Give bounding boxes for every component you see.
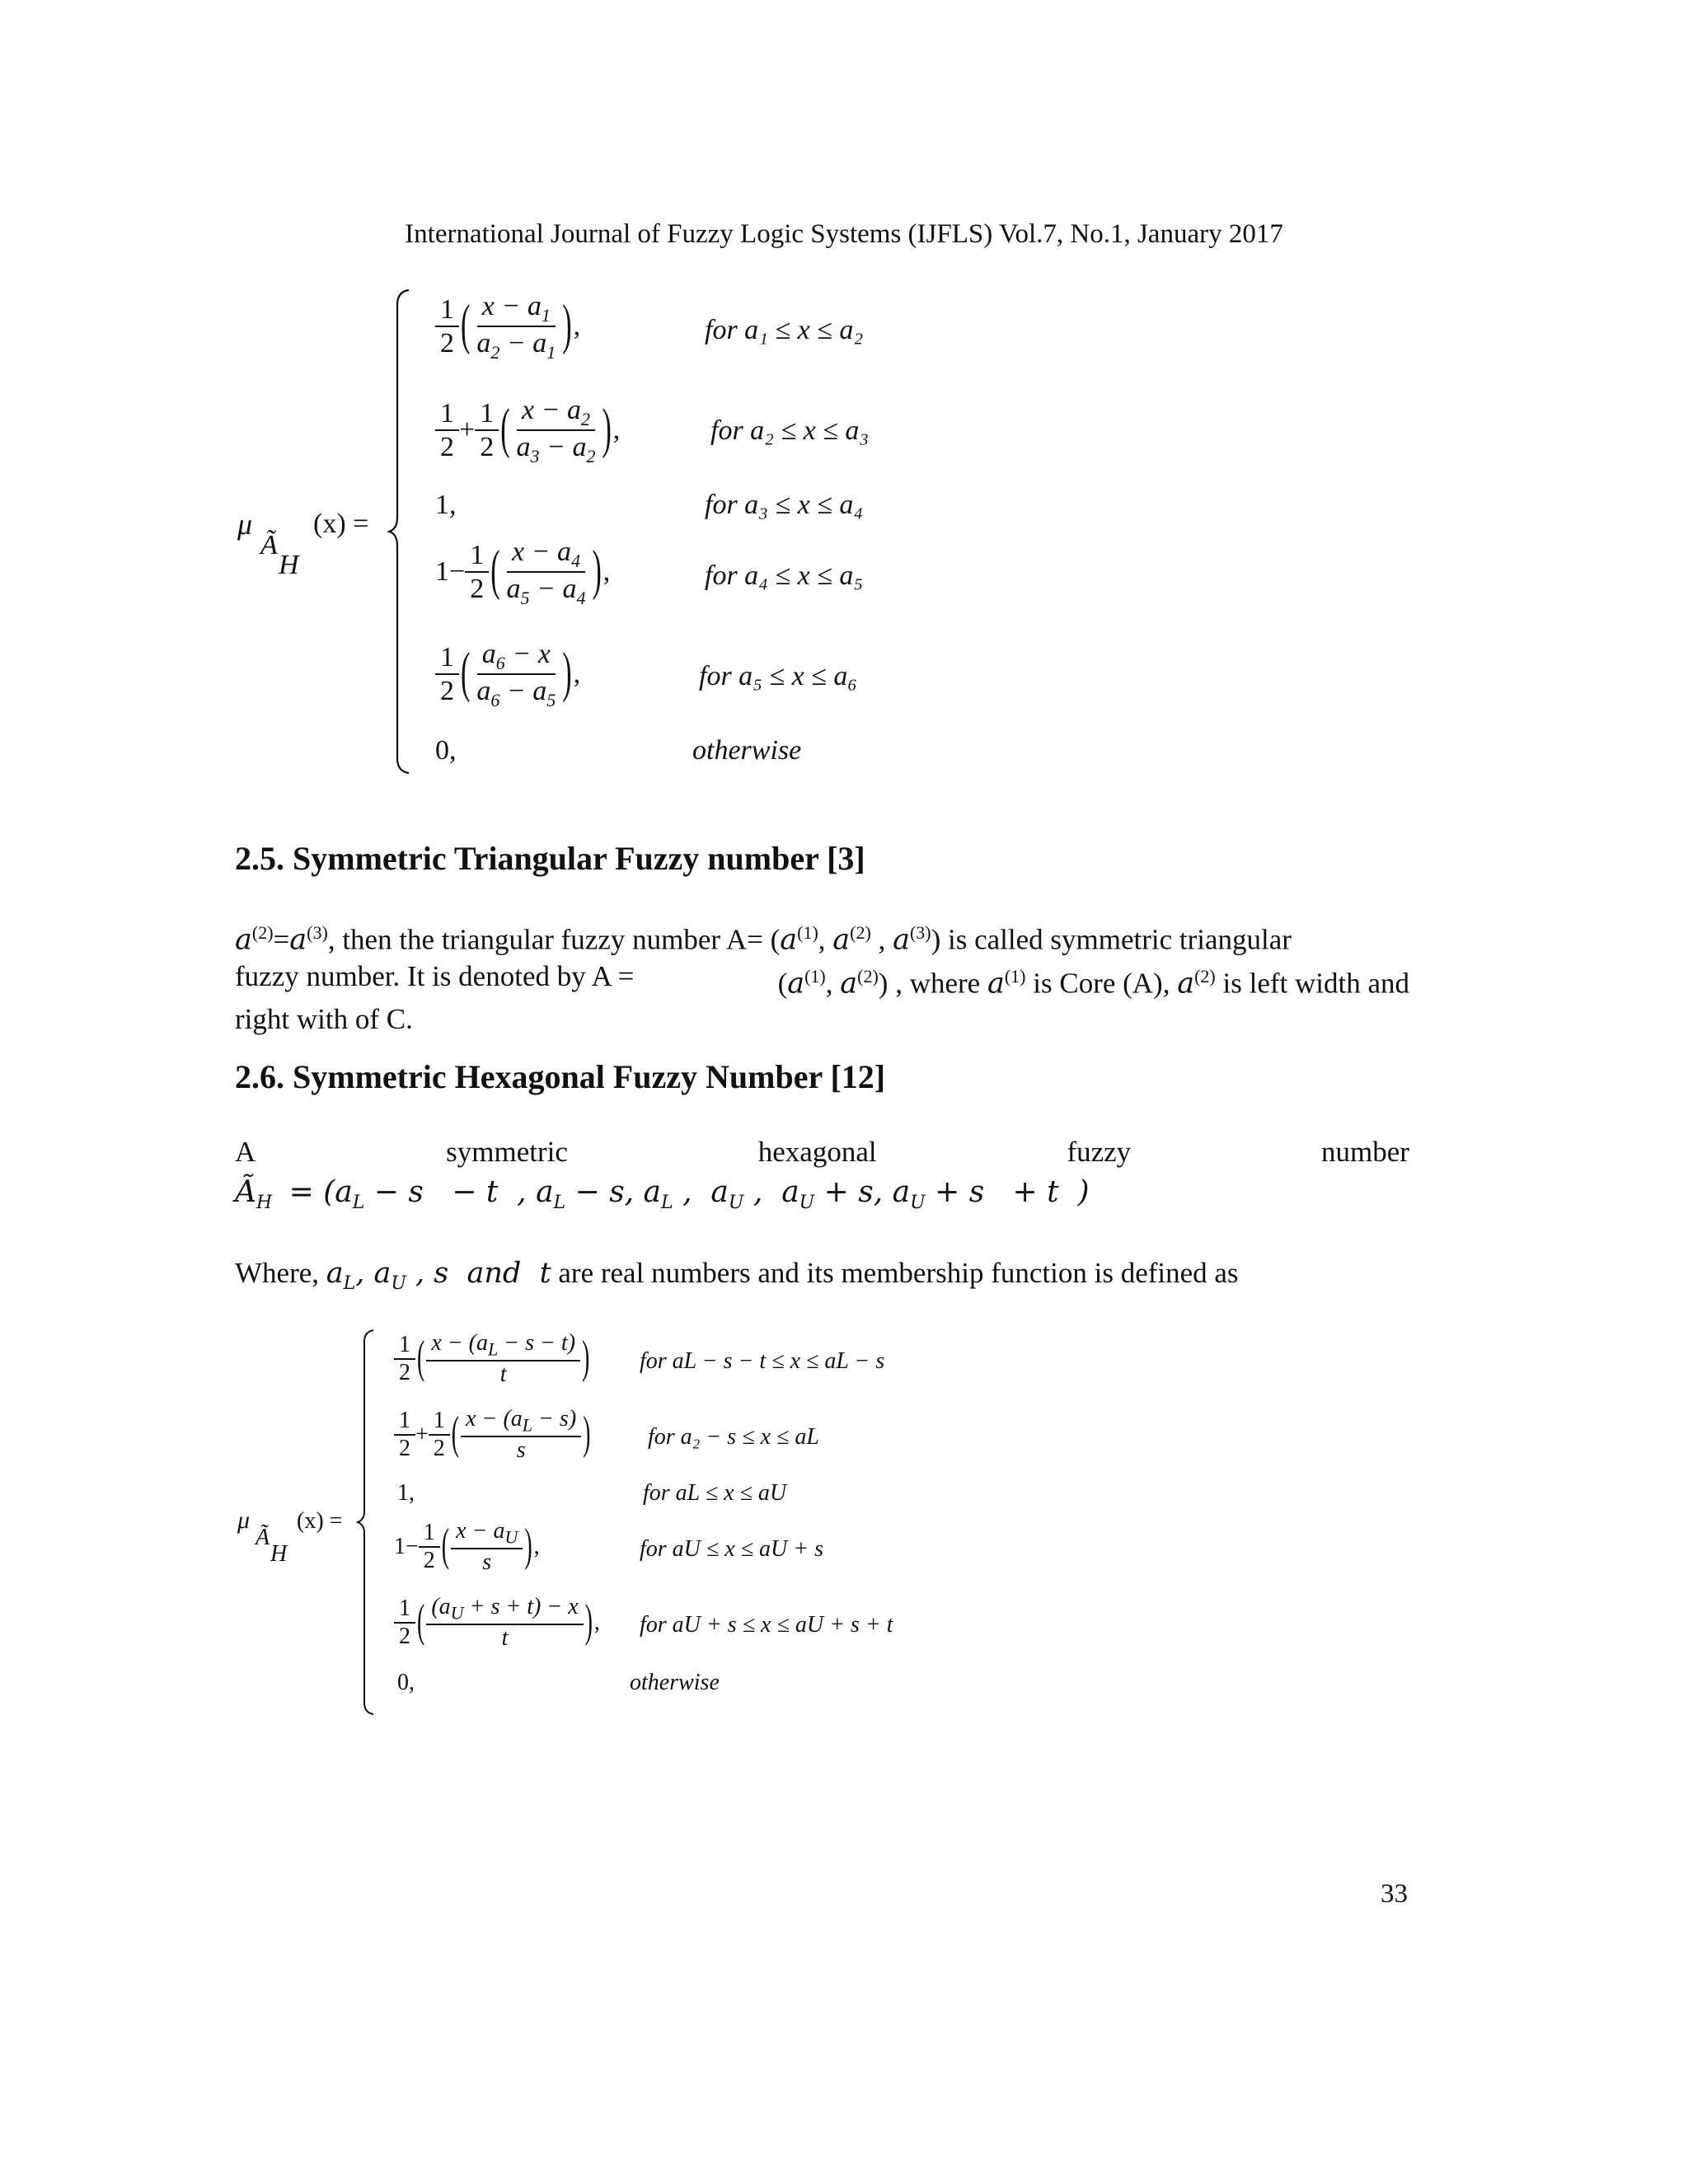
eq2-case-5-cond: for aU + s ≤ x ≤ aU + s + t xyxy=(640,1612,893,1638)
where-line: Where, $a_L$, $a_U$ , s and t are real numbers and its membership function is defined as xyxy=(235,1257,1239,1294)
eq2-case-2-cond: for a₂ − s ≤ x ≤ aL xyxy=(648,1424,819,1450)
hexagonal-definition: $Ã_H = (a_L - s - t$ , $a_L - s$, $a_L$ , $a_U$ , $a_U + s$, $a_U + s + t$ ) xyxy=(235,1175,1090,1214)
eq1-case-2-expr: $\frac{1}{2}$ + $\frac{1}{2}$ ( $\frac{x - a_2}{a_3 - a_2}$ ) , xyxy=(435,394,620,466)
eq1-case-6-expr: 0, xyxy=(435,735,457,766)
eq1-case-6-cond: otherwise xyxy=(692,735,802,766)
eq2-case-2-expr: $\frac{1}{2}$ + $\frac{1}{2}$ ( $\frac{x - (a_L - s)}{s}$ ) xyxy=(394,1406,592,1464)
eq1-case-1-cond: for a₁ ≤ x ≤ a₂ xyxy=(705,315,864,345)
eq2-brace xyxy=(356,1329,376,1716)
eq1-brace xyxy=(387,288,412,775)
eq2-case-5-expr: $\frac{1}{2}$ ( $\frac{(a_U + s + t) - x}{t}$ ) , xyxy=(394,1594,600,1652)
eq2-case-6-expr: 0, xyxy=(397,1670,415,1695)
equation-2 xyxy=(0,1319,1688,1731)
section-2-6-intro-line: A symmetric hexagonal fuzzy number xyxy=(235,1136,1409,1168)
equation-1 xyxy=(0,0,1688,808)
journal-header: International Journal of Fuzzy Logic Systems (IJFLS) Vol.7, No.1, January 2017 xyxy=(405,219,1283,249)
section-2-6-heading: 2.6. Symmetric Hexagonal Fuzzy Number [12] xyxy=(235,1058,886,1095)
eq2-case-4-expr: 1− $\frac{1}{2}$ ( $\frac{x - a_U}{s}$ ) , xyxy=(394,1518,540,1575)
eq1-case-4-cond: for a₄ ≤ x ≤ a₅ xyxy=(705,560,864,591)
eq1-case-2-cond: for a₂ ≤ x ≤ a₃ xyxy=(710,415,870,446)
eq2-case-4-cond: for aU ≤ x ≤ aU + s xyxy=(640,1536,824,1562)
eq2-case-1-expr: $\frac{1}{2}$ ( $\frac{x - (a_L - s - t)}{t}$ ) xyxy=(394,1330,591,1388)
eq1-case-5-expr: $\frac{1}{2}$ ( $\frac{a_6 - x}{a_6 - a_5}$ ) , xyxy=(435,638,580,710)
eq2-case-3-cond: for aL ≤ x ≤ aU xyxy=(643,1480,787,1506)
eq1-case-1-expr: $\frac{1}{2}$ ( $\frac{x - a_1}{a_2 - a_1}$ ) , xyxy=(435,290,580,363)
eq2-case-1-cond: for aL − s − t ≤ x ≤ aL − s xyxy=(640,1348,885,1374)
section-2-5-paragraph: $a^{(2)}=a^{(3)}$, then the triangular fuzzy number $A= (a^{(1)}$, $a^{(2)}$ , $a^{(3)}$) is called symmetric triangular fuzzy number. It is denoted by A = ($a^{(1)}$, $a^{(2)}$) , where $a^{(1)}$ is Core (A), $a^{(2)}$ is left width and right with of C. xyxy=(235,922,1409,1036)
eq1-case-3-expr: 1, xyxy=(435,490,457,520)
eq1-case-5-cond: for a₅ ≤ x ≤ a₆ xyxy=(699,661,858,691)
eq1-case-4-expr: 1− $\frac{1}{2}$ ( $\frac{x - a_4}{a_5 - a_4}$ ) , xyxy=(435,537,611,608)
eq1-lhs: μ Ã H (x) = xyxy=(237,508,369,580)
section-2-5-heading: 2.5. Symmetric Triangular Fuzzy number [3] xyxy=(235,840,865,877)
eq2-case-6-cond: otherwise xyxy=(630,1670,720,1695)
eq2-lhs: μ Ã H (x) = xyxy=(237,1507,343,1567)
page-number: 33 xyxy=(1381,1879,1408,1909)
eq1-case-3-cond: for a₃ ≤ x ≤ a₄ xyxy=(705,490,864,520)
eq2-case-3-expr: 1, xyxy=(397,1480,415,1506)
